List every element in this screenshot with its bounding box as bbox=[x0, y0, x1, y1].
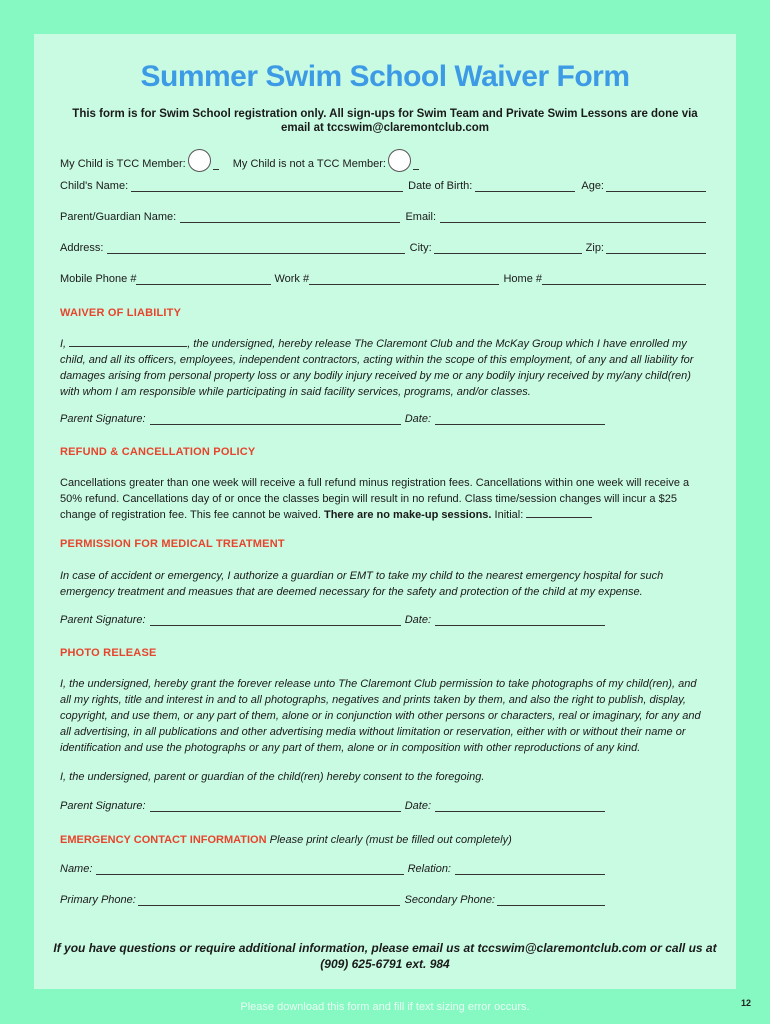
member-checkbox[interactable] bbox=[188, 149, 211, 172]
photo-heading: PHOTO RELEASE bbox=[60, 647, 157, 659]
primary-phone-label: Primary Phone: bbox=[60, 894, 136, 906]
page-number: 12 bbox=[741, 998, 752, 1008]
secondary-phone-field[interactable] bbox=[497, 894, 605, 906]
relation-label: Relation: bbox=[407, 863, 451, 875]
dob-field[interactable] bbox=[475, 180, 575, 192]
zip-label: Zip: bbox=[585, 242, 604, 254]
email-field[interactable] bbox=[440, 211, 706, 223]
emergency-phone-row bbox=[60, 894, 605, 906]
medical-heading: PERMISSION FOR MEDICAL TREATMENT bbox=[60, 538, 285, 550]
refund-text: Cancellations greater than one week will receive a full refund minus registration fees. Cancellations within one week will receive a 50% refund. Cancellations day of or once the classes begin will result in no refund. Class time/session changes will incur a $25 change of registration fee. This fee cannot be waived. There are no make-up sessions. Initial: bbox=[60, 477, 690, 521]
parent-signature-label: Parent Signature: bbox=[60, 800, 146, 812]
work-label: Work # bbox=[274, 273, 310, 285]
emergency-name-row bbox=[60, 863, 605, 875]
emergency-name-label: Name: bbox=[60, 863, 93, 875]
address-row bbox=[60, 242, 706, 254]
child-row bbox=[60, 180, 706, 192]
home-label: Home # bbox=[503, 273, 542, 285]
zip-field[interactable] bbox=[606, 242, 706, 254]
emergency-heading-row bbox=[60, 832, 710, 848]
parent-row bbox=[60, 211, 706, 223]
medical-text: In case of accident or emergency, I authorize a guardian or EMT to take my child to the nearest emergency hospital for such emergency treatment and measues that are deemed necessary for the safety and protection of the child at my expense. bbox=[60, 570, 664, 598]
childs-name-label: Child's Name: bbox=[60, 180, 129, 192]
secondary-phone-label: Secondary Phone: bbox=[404, 894, 495, 906]
membership-row bbox=[60, 147, 706, 170]
photo-consent: I, the undersigned, parent or guardian of the child(ren) hereby consent to the foregoing. bbox=[60, 771, 485, 783]
photo-date-field[interactable] bbox=[435, 800, 605, 812]
page-title: Summer Swim School Waiver Form bbox=[140, 60, 630, 93]
phone-row bbox=[60, 273, 706, 285]
address-field[interactable] bbox=[107, 242, 404, 254]
waiver-text: I, , the undersigned, hereby release The Claremont Club and the McKay Group which I have enrolled my child, and all its officers, employees, independent contractors, acting within the scope of this employment, of any and all liability for damages arising from personal property loss or any bodily injury received by me or any bodily injury received by my/any child(ren) with whom I am responsible while participating in said facility services, programs, and/or classes. bbox=[60, 338, 694, 398]
no-makeup-note: There are no make-up sessions. bbox=[323, 509, 492, 521]
download-note: Please download this form and fill if text sizing error occurs. bbox=[240, 1001, 530, 1013]
age-field[interactable] bbox=[606, 180, 706, 192]
medical-signature-field[interactable] bbox=[150, 614, 401, 626]
initial-label: Initial: bbox=[494, 509, 524, 521]
initial-field[interactable] bbox=[526, 507, 592, 518]
date-label: Date: bbox=[404, 800, 431, 812]
parent-name-label: Parent/Guardian Name: bbox=[60, 211, 177, 223]
waiver-signature-field[interactable] bbox=[150, 413, 401, 425]
home-field[interactable] bbox=[542, 273, 706, 285]
not-member-label: My Child is not a TCC Member: bbox=[232, 158, 386, 170]
dob-label: Date of Birth: bbox=[408, 180, 473, 192]
date-label: Date: bbox=[404, 413, 431, 425]
medical-signature-row bbox=[60, 614, 605, 626]
mobile-field[interactable] bbox=[136, 273, 271, 285]
parent-signature-label: Parent Signature: bbox=[60, 413, 146, 425]
email-label: Email: bbox=[405, 211, 436, 223]
registration-notice: This form is for Swim School registration only. All sign-ups for Swim Team and Private Swim Lessons are done via email at tccswim@claremontclub.com bbox=[72, 108, 698, 134]
age-label: Age: bbox=[581, 180, 604, 192]
photo-signature-row bbox=[60, 800, 605, 812]
not-member-checkbox[interactable] bbox=[388, 149, 411, 172]
photo-text: I, the undersigned, hereby grant the forever release unto The Claremont Club permission to take photographs of my child(ren), and all my rights, title and interest in and to all photographs, negatives and prints taken by them, and also the right to publish, display, copyright, and use them, or any part of them, alone or in conjunction with other persons or characters, real or imaginary, for any and all advertising, in all publications and other advertising media without limitation or reservation, either with or without their name or identification and use the photographs or any part of them, alone or in composition with other reproductions of any kind. bbox=[60, 678, 701, 754]
parent-name-field[interactable] bbox=[180, 211, 400, 223]
contact-footer: If you have questions or require additional information, please email us at tccswim@claremontclub.com or call us at (909) 625-6791 ext. 984 bbox=[53, 941, 717, 971]
waiver-signature-row bbox=[60, 413, 605, 425]
primary-phone-field[interactable] bbox=[138, 894, 401, 906]
relation-field[interactable] bbox=[455, 863, 605, 875]
photo-signature-field[interactable] bbox=[150, 800, 401, 812]
parent-signature-label: Parent Signature: bbox=[60, 614, 146, 626]
mobile-label: Mobile Phone # bbox=[60, 273, 137, 285]
waiver-date-field[interactable] bbox=[435, 413, 605, 425]
city-label: City: bbox=[409, 242, 432, 254]
emergency-heading: EMERGENCY CONTACT INFORMATION bbox=[60, 834, 267, 846]
work-field[interactable] bbox=[309, 273, 499, 285]
member-label: My Child is TCC Member: bbox=[60, 158, 186, 170]
emergency-note: Please print clearly (must be filled out completely) bbox=[269, 834, 512, 846]
address-label: Address: bbox=[60, 242, 104, 254]
medical-date-field[interactable] bbox=[435, 614, 605, 626]
emergency-name-field[interactable] bbox=[96, 863, 403, 875]
childs-name-field[interactable] bbox=[131, 180, 403, 192]
city-field[interactable] bbox=[434, 242, 582, 254]
refund-heading: REFUND & CANCELLATION POLICY bbox=[60, 446, 256, 458]
waiver-heading: WAIVER OF LIABILITY bbox=[60, 307, 182, 319]
date-label: Date: bbox=[404, 614, 431, 626]
waiver-name-field[interactable] bbox=[69, 336, 187, 347]
